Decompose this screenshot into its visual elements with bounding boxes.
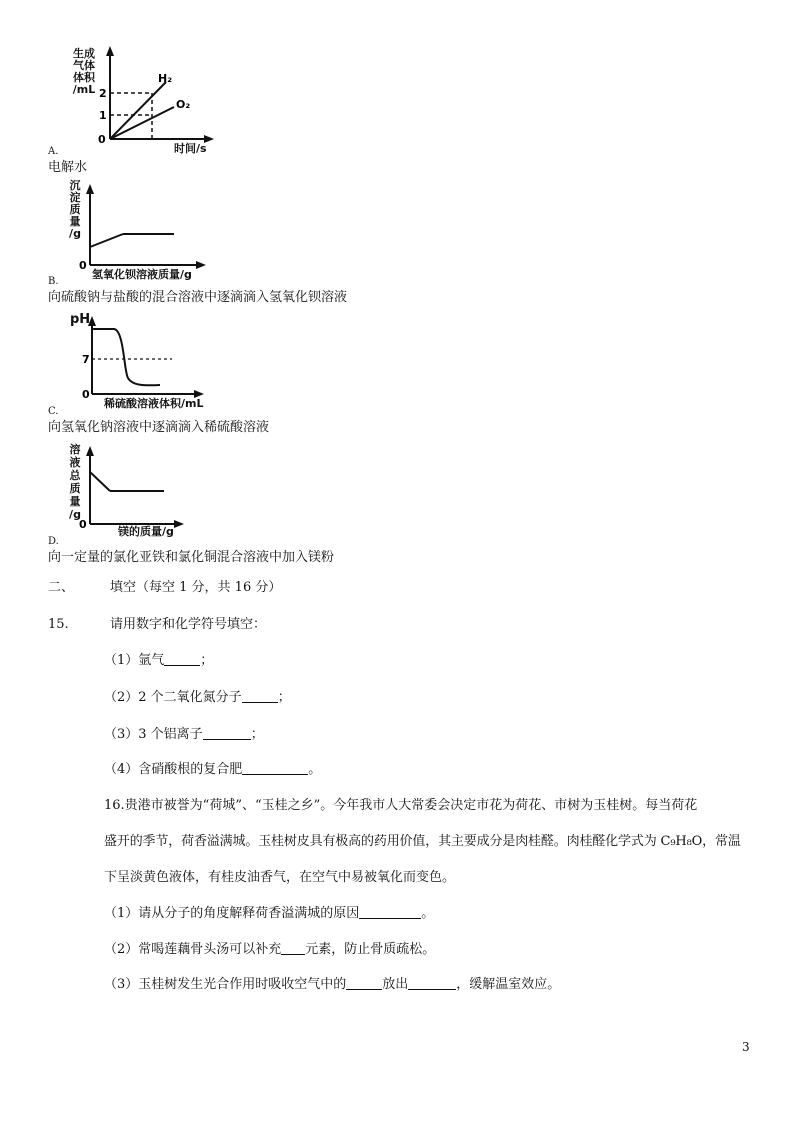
option-d: D. <box>48 536 59 547</box>
chart-d-xlabel: 镁的质量/g <box>118 525 174 538</box>
section-title: 填空（每空 1 分，共 16 分） <box>110 580 282 595</box>
answer-blank[interactable] <box>242 762 308 775</box>
answer-blank[interactable] <box>346 977 382 990</box>
q16-line-3: 下呈淡黄色液体，有桂皮油香气，在空气中易被氧化而变色。 <box>104 870 456 885</box>
chart-a-ylabel: 生成 气体 体积 /mL <box>72 47 96 96</box>
q16-sub-1: （1）请从分子的角度解释荷香溢满城的原因 。 <box>104 906 435 921</box>
chart-c-tick-0: 0 <box>82 388 90 401</box>
chart-d-origin: 0 <box>79 518 87 531</box>
chart-b-xlabel: 氢氧化钡溶液质量/g <box>92 268 192 281</box>
option-b: B. <box>48 276 59 287</box>
answer-blank[interactable] <box>281 942 305 955</box>
answer-blank[interactable] <box>242 690 278 703</box>
page-number: 3 <box>742 1040 750 1054</box>
chart-c-xlabel: 稀硫酸溶液体积/mL <box>104 397 204 410</box>
q15-item-4: （4）含硝酸根的复合肥 。 <box>104 762 322 777</box>
q15-item-1: （1）氩气 ； <box>104 653 214 668</box>
chart-c-ylabel: pH <box>70 312 91 327</box>
q15-number: 15. <box>48 617 69 632</box>
chart-c-tick-7: 7 <box>82 353 90 366</box>
chart-b-ylabel: 沉 淀 质 量 /g <box>69 179 81 240</box>
section-number: 二、 <box>48 580 75 595</box>
q16-sub-3: （3）玉桂树发生光合作用时吸收空气中的 放出 ，缓解温室效应。 <box>104 977 561 992</box>
q16-line-2: 盛开的季节，荷香溢满城。玉桂树皮具有极高的药用价值，其主要成分是肉桂醛。肉桂醛化学式为 C₉H₈O，常温 <box>104 834 741 849</box>
caption-a: 电解水 <box>48 160 88 175</box>
chart-a-xlabel: 时间/s <box>174 142 207 155</box>
chart-a <box>96 44 226 154</box>
chart-d <box>78 442 198 532</box>
chart-c <box>80 312 220 404</box>
option-c: C. <box>48 406 59 417</box>
answer-blank[interactable] <box>359 906 421 919</box>
answer-blank[interactable] <box>408 977 456 990</box>
q15-item-3: （3）3 个铝离子 ； <box>104 727 264 742</box>
chart-a-tick-2: 2 <box>99 87 107 100</box>
chart-d-ylabel: 溶 液 总 质 量 /g <box>69 443 81 521</box>
chart-a-series-o2: O₂ <box>176 98 191 111</box>
answer-blank[interactable] <box>203 727 251 740</box>
q16-line-1: 16.贵港市被誉为“荷城”、“玉桂之乡”。今年我市人大常委会决定市花为荷花、市树为玉桂树。每当荷花 <box>104 798 698 813</box>
caption-d: 向一定量的氯化亚铁和氯化铜混合溶液中加入镁粉 <box>48 550 335 565</box>
option-a: A. <box>48 146 59 157</box>
q15-item-2: （2）2 个二氧化氮分子 ； <box>104 690 291 705</box>
chart-a-tick-1: 1 <box>99 109 107 122</box>
chart-b <box>78 180 218 270</box>
chart-a-tick-0: 0 <box>98 133 106 146</box>
chart-b-origin: 0 <box>79 259 87 270</box>
answer-blank[interactable] <box>164 653 200 666</box>
caption-b: 向硫酸钠与盐酸的混合溶液中逐滴滴入氢氧化钡溶液 <box>48 290 348 305</box>
q15-prompt: 请用数字和化学符号填空： <box>110 617 267 632</box>
caption-c: 向氢氧化钠溶液中逐滴滴入稀硫酸溶液 <box>48 420 270 435</box>
q16-sub-2: （2）常喝莲藕骨头汤可以补充 元素，防止骨质疏松。 <box>104 942 436 957</box>
chart-a-series-h2: H₂ <box>158 72 173 85</box>
